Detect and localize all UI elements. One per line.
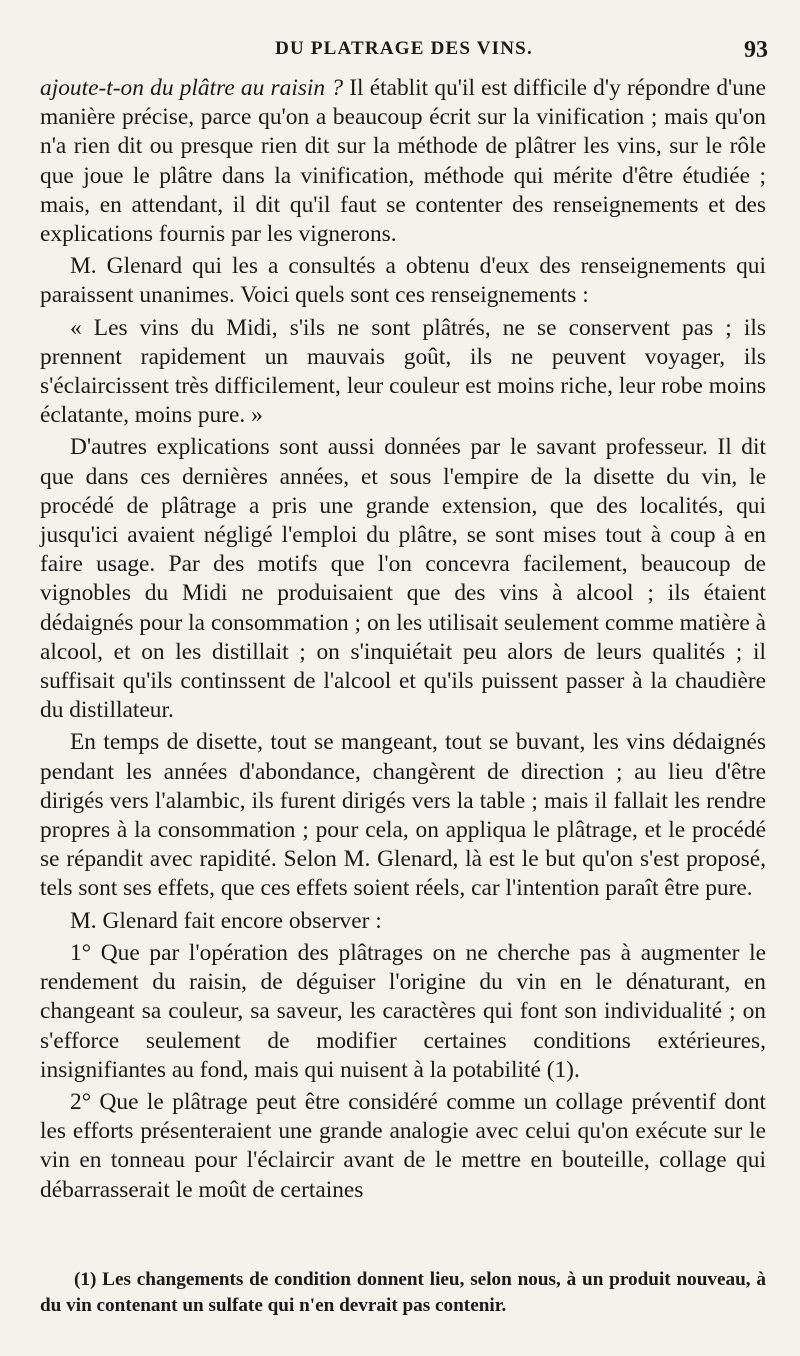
paragraph-2: M. Glenard qui les a consultés a obtenu d'eux des renseignements qui paraissent unanimes. Voici quels sont ces renseignements : <box>40 253 766 309</box>
paragraph-5: En temps de disette, tout se mangeant, tout se buvant, les vins dédaignés pendant les années d'abondance, changèrent de direction ; au lieu d'être dirigés vers l'alambic, ils furent dirigés vers la table ; mais il fallait les rendre propres à la consommation ; pour cela, on appliqua le plâtrage, et le procédé se répandit avec rapidité. Selon M. Glenard, là est le but qu'on s'est proposé, tels sont ses effets, que ces effets soient réels, car l'intention paraît être pure. <box>40 729 766 902</box>
paragraph-4: D'autres explications sont aussi données par le savant professeur. Il dit que dans ces dernières années, et sous l'empire de la disette du vin, le procédé de plâtrage a pris une grande extension, que des localités, qui jusqu'ici avaient négligé l'emploi du plâtre, se sont mises tout à coup à en faire usage. Par des motifs que l'on concevra facilement, beaucoup de vignobles du Midi ne produisaient que des vins à alcool ; ils étaient dédaignés pour la consommation ; on les utilisait seulement comme matière à alcool, et on les distillait ; on s'inquiétait peu alors de leurs qualités ; il suffisait qu'ils continssent de l'alcool et qu'ils puissent passer à la chaudière du distillateur. <box>40 434 766 724</box>
footnote: (1) Les changements de condition donnent lieu, selon nous, à un produit nouveau, à du vin contenant un sulfate qui n'en devrait pas contenir. <box>40 1269 766 1316</box>
paragraph-7-point-1: 1° Que par l'opération des plâtrages on ne cherche pas à augmenter le rendement du raisin, de déguiser l'origine du vin en le dénaturant, en changeant sa couleur, sa saveur, les caractères qui font son individualité ; on s'efforce seulement de modifier certaines conditions extérieures, insignifiantes au fond, mais qui nuisent à la potabilité (1). <box>40 939 766 1083</box>
paragraph-6: M. Glenard fait encore observer : <box>70 907 382 934</box>
italic-fragment: ajoute-t-on du plâtre au raisin ? <box>40 75 344 101</box>
footnote-area <box>40 1267 766 1319</box>
paragraph-8-point-2: 2° Que le plâtrage peut être considéré comme un collage préventif dont les efforts présenteraient une grande analogie avec celui qu'on exécute sur le vin en tonneau pour l'éclaircir avant de le mettre en bouteille, collage qui débarrasserait le moût de certaines <box>40 1088 766 1203</box>
paragraph-1-rest: Il établit qu'il est difficile d'y répondre d'une manière précise, parce qu'on a beaucoup écrit sur la vinification ; mais qu'on n'a rien dit ou presque rien dit sur la méthode de plâtrer les vins, sur le rôle que joue le plâtre dans la vinification, méthode qui mérite d'être étudiée ; mais, en attendant, il dit qu'il faut se contenter des renseignements et des explications fournis par les vignerons. <box>40 75 766 248</box>
page-number: 93 <box>744 37 768 63</box>
running-title: DU PLATRAGE DES VINS. <box>275 38 533 59</box>
running-head <box>40 38 768 68</box>
body-text <box>40 74 766 1205</box>
paragraph-1 <box>40 74 766 249</box>
paragraph-3-quote: « Les vins du Midi, s'ils ne sont plâtrés, ne se conservent pas ; ils prennent rapidement un mauvais goût, ils ne peuvent voyager, ils s'éclaircissent très difficilement, leur couleur est moins riche, leur robe moins éclatante, moins pure. » <box>40 314 766 429</box>
